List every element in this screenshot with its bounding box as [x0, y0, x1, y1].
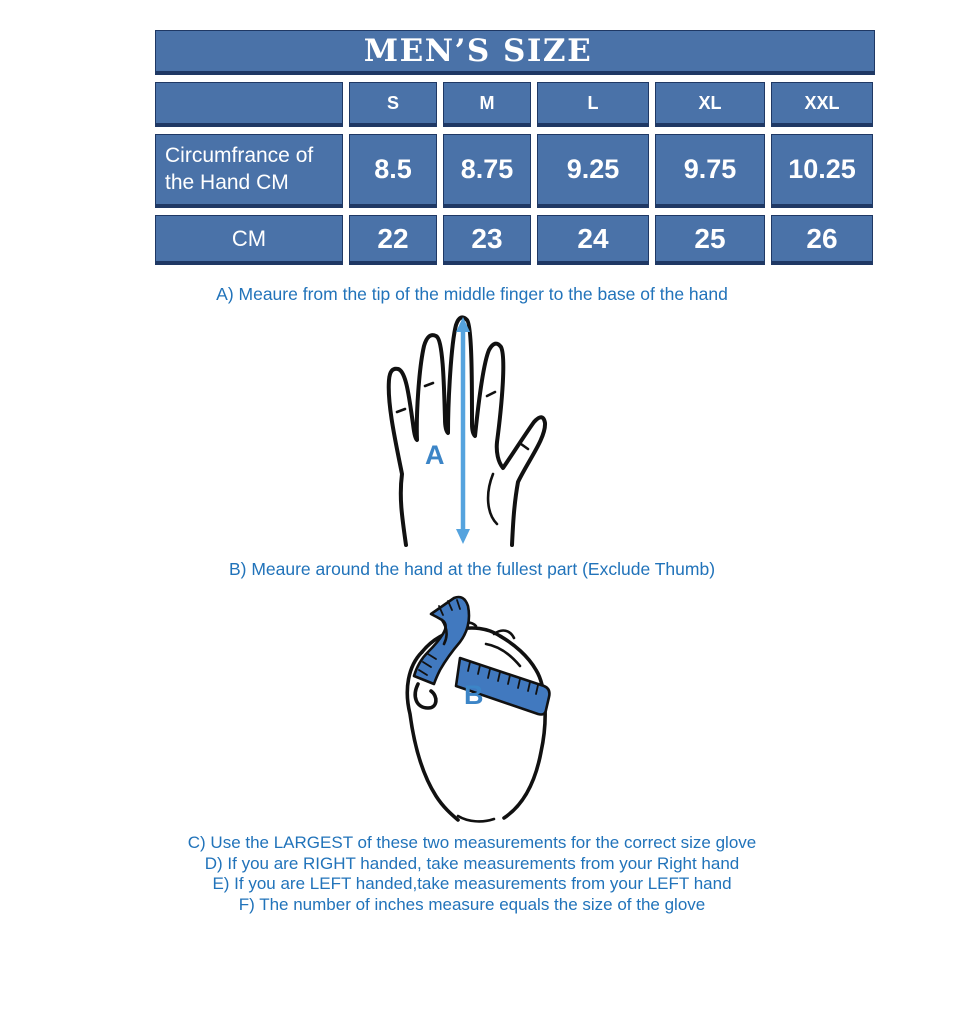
size-table [155, 30, 875, 265]
size-header-l: L [537, 82, 649, 127]
figure-b-label: B [464, 680, 484, 710]
fist-measure-illustration [398, 592, 558, 827]
instruction-line-c: C) Use the LARGEST of these two measurements for the correct size glove [187, 833, 757, 852]
circumference-value-s: 8.5 [349, 134, 437, 208]
cm-value-l: 24 [537, 215, 649, 265]
table-title [155, 30, 875, 75]
size-header-m: M [443, 82, 531, 127]
instruction-line-d: D) If you are RIGHT handed, take measurements from your Right hand [204, 853, 740, 873]
size-header-xl: XL [655, 82, 765, 127]
instruction-line-e: E) If you are LEFT handed,take measurements from your LEFT hand [212, 874, 732, 893]
cm-row-label: CM [155, 215, 343, 265]
size-table-grid [155, 82, 875, 265]
size-header-xxl: XXL [771, 82, 873, 127]
corner-cell [155, 82, 343, 127]
circumference-row-label: Circumfrance of the Hand CM [155, 134, 343, 208]
size-header-s: S [349, 82, 437, 127]
cm-value-xxl: 26 [771, 215, 873, 265]
circumference-value-l: 9.25 [537, 134, 649, 208]
open-hand-measure-illustration [375, 312, 560, 547]
circumference-value-xxl: 10.25 [771, 134, 873, 208]
table-title-text: MEN’S SIZE [363, 33, 593, 69]
hand-outline [389, 317, 545, 545]
circumference-value-xl: 9.75 [655, 134, 765, 208]
cm-value-m: 23 [443, 215, 531, 265]
figure-a-label: A [425, 440, 445, 470]
cm-value-s: 22 [349, 215, 437, 265]
cm-value-xl: 25 [655, 215, 765, 265]
instruction-block [0, 833, 944, 915]
instruction-line-a: A) Meaure from the tip of the middle finger to the base of the hand [216, 284, 728, 304]
instruction-line-b: B) Meaure around the hand at the fullest part (Exclude Thumb) [228, 559, 716, 579]
circumference-value-m: 8.75 [443, 134, 531, 208]
instruction-line-f: F) The number of inches measure equals the size of the glove [238, 894, 706, 914]
